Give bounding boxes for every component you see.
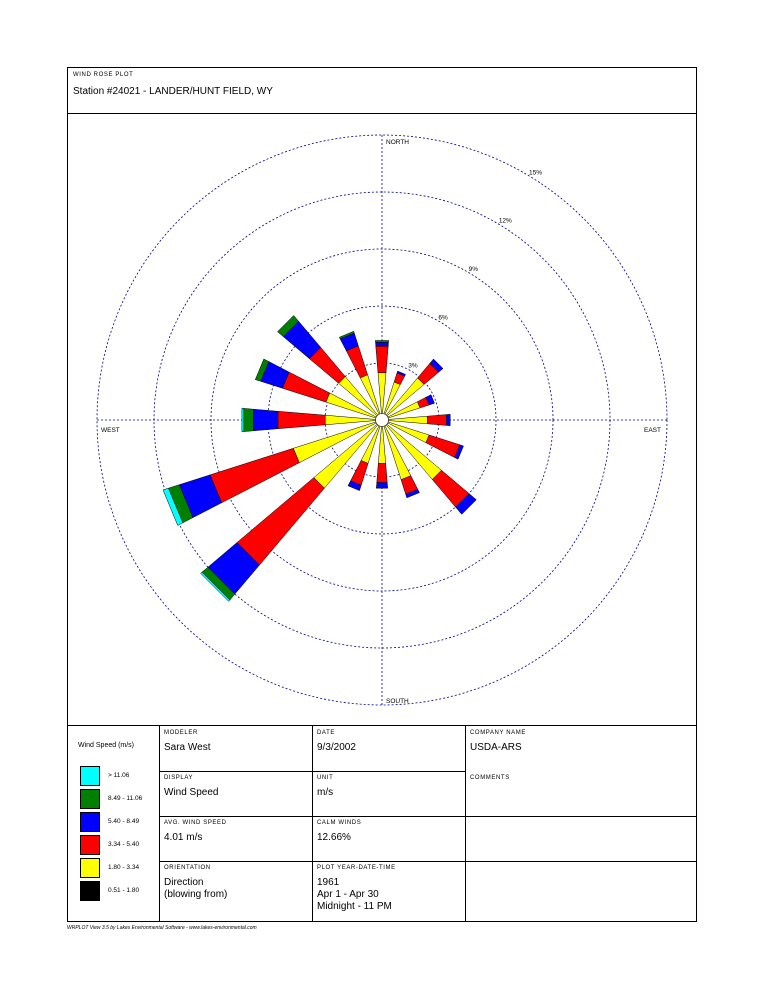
petal-segment bbox=[427, 415, 446, 426]
calm-winds-label: CALM WINDS bbox=[317, 820, 362, 826]
company-label: COMPANY NAME bbox=[470, 730, 526, 736]
legend-swatch-1 bbox=[80, 766, 100, 786]
legend-label-3: 5.40 - 8.49 bbox=[108, 818, 140, 825]
comments-label: COMMENTS bbox=[470, 775, 510, 781]
ring-label: 12% bbox=[498, 217, 512, 225]
petal-segment bbox=[242, 408, 244, 432]
divider bbox=[159, 816, 696, 817]
orientation-line-2: (blowing from) bbox=[164, 889, 228, 900]
plot-time-value bbox=[317, 877, 392, 913]
west-label: WEST bbox=[101, 427, 120, 434]
avg-speed-cell bbox=[159, 816, 312, 861]
legend-label-5: 1.80 - 3.34 bbox=[108, 864, 140, 871]
south-label: SOUTH bbox=[386, 698, 409, 705]
modeler-cell bbox=[159, 726, 312, 771]
unit-label: UNIT bbox=[317, 775, 334, 781]
plot-header bbox=[68, 68, 696, 114]
ring-label: 9% bbox=[468, 265, 479, 273]
calm-circle bbox=[376, 414, 389, 427]
divider bbox=[159, 771, 465, 772]
orientation-cell bbox=[159, 861, 312, 922]
empty-cell bbox=[465, 861, 696, 922]
ring-label: 15% bbox=[529, 169, 543, 177]
company-cell bbox=[465, 726, 696, 771]
legend-label-2: 8.49 - 11.06 bbox=[108, 795, 143, 802]
petal-segment bbox=[282, 372, 329, 402]
petal-segment bbox=[388, 416, 428, 424]
plot-caption: WIND ROSE PLOT bbox=[73, 72, 134, 78]
date-label: DATE bbox=[317, 730, 335, 736]
date-cell bbox=[312, 726, 465, 771]
legend-swatch-4 bbox=[80, 835, 100, 855]
legend-swatch-6 bbox=[80, 881, 100, 901]
petal-segment bbox=[376, 483, 387, 489]
divider bbox=[159, 861, 696, 862]
ring-label: 3% bbox=[408, 362, 418, 370]
ring-label: 6% bbox=[438, 314, 448, 322]
unit-cell bbox=[312, 771, 465, 816]
legend-title: Wind Speed (m/s) bbox=[78, 742, 135, 749]
display-value: Wind Speed bbox=[164, 787, 219, 798]
petal-segment bbox=[351, 461, 369, 486]
orientation-label: ORIENTATION bbox=[164, 865, 211, 871]
orientation-line-1: Direction bbox=[164, 877, 204, 888]
plot-frame bbox=[67, 67, 697, 922]
calm-winds-cell bbox=[312, 816, 465, 861]
petal-segment bbox=[278, 411, 325, 428]
petal-segment bbox=[253, 409, 278, 431]
petal-segment bbox=[244, 408, 254, 431]
east-label: EAST bbox=[644, 427, 661, 434]
north-label: NORTH bbox=[386, 139, 409, 146]
petal-segment bbox=[376, 342, 389, 346]
legend-swatch-3 bbox=[80, 812, 100, 832]
petal-segment bbox=[325, 415, 376, 425]
legend-swatch-2 bbox=[80, 789, 100, 809]
petal-segment bbox=[375, 341, 388, 343]
petal-segment bbox=[378, 426, 385, 464]
plot-time-label: PLOT YEAR-DATE-TIME bbox=[317, 865, 396, 871]
avg-speed-label: AVG. WIND SPEED bbox=[164, 820, 227, 826]
info-panel bbox=[68, 725, 696, 921]
date-value: 9/3/2002 bbox=[317, 742, 356, 753]
wind-rose-area bbox=[68, 114, 696, 725]
plot-hours: Midnight - 11 PM bbox=[317, 901, 392, 912]
orientation-value bbox=[164, 877, 227, 901]
petal-segment bbox=[446, 414, 450, 425]
company-value: USDA-ARS bbox=[470, 742, 522, 753]
footer-credit: WRPLOT View 3.5 by Lakes Environmental Software - www.lakes-environmental.com bbox=[67, 925, 257, 931]
petal-segment bbox=[377, 464, 387, 483]
petal-segment bbox=[378, 373, 386, 417]
petal-segment bbox=[376, 346, 388, 373]
display-cell bbox=[159, 771, 312, 816]
unit-value: m/s bbox=[317, 787, 334, 798]
plot-year: 1961 bbox=[317, 877, 340, 888]
calm-winds-value: 12.66% bbox=[317, 832, 351, 843]
legend-label-1: > 11.06 bbox=[108, 772, 130, 779]
wind-rose-chart bbox=[68, 114, 696, 725]
legend-label-4: 3.34 - 5.40 bbox=[108, 841, 140, 848]
legend-swatch-5 bbox=[80, 858, 100, 878]
petal-segment bbox=[237, 478, 325, 565]
petal-segment bbox=[426, 435, 460, 458]
display-label: DISPLAY bbox=[164, 775, 194, 781]
petal-segment bbox=[210, 448, 299, 503]
plot-dates: Apr 1 - Apr 30 bbox=[317, 889, 379, 900]
plot-time-cell bbox=[312, 861, 465, 922]
modeler-label: MODELER bbox=[164, 730, 198, 736]
modeler-value: Sara West bbox=[164, 742, 211, 753]
legend-label-6: 0.51 - 1.80 bbox=[108, 887, 140, 894]
avg-speed-value: 4.01 m/s bbox=[164, 832, 203, 843]
station-title: Station #24021 - LANDER/HUNT FIELD, WY bbox=[73, 86, 273, 97]
